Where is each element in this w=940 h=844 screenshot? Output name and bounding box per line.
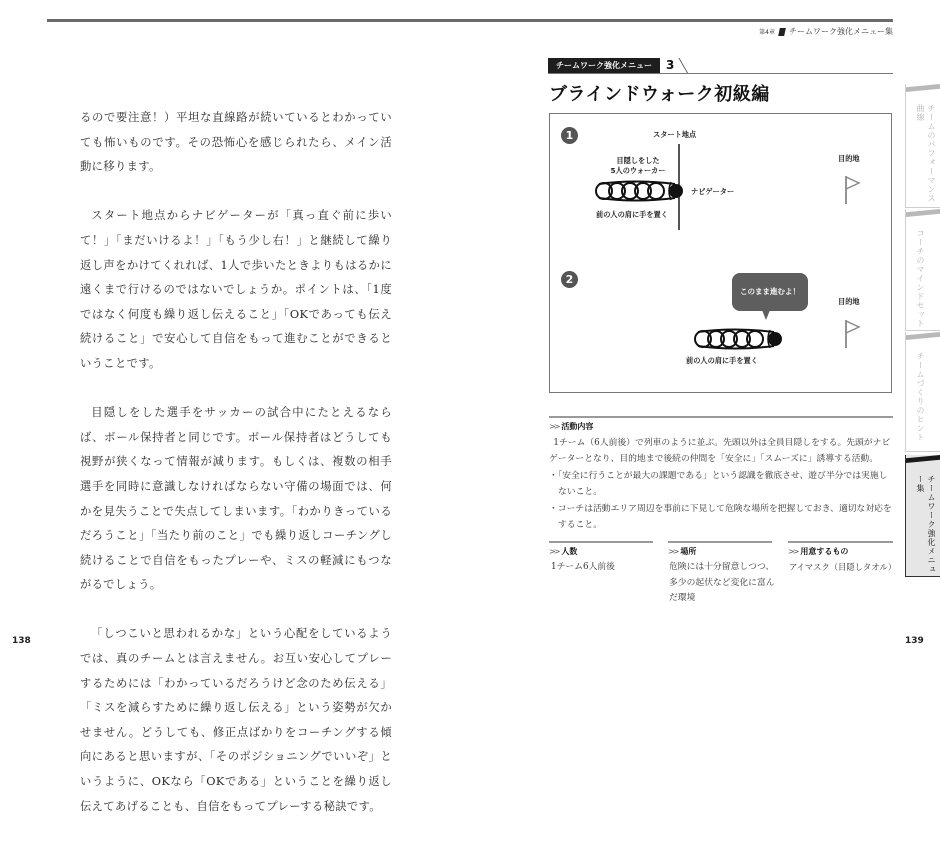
- tab-cap: [906, 332, 940, 340]
- page-number-right: 139: [905, 636, 924, 646]
- chapter-tab-4-active[interactable]: [905, 455, 940, 577]
- equipment-heading-label: 用意するもの: [800, 547, 849, 556]
- place-heading: [668, 546, 696, 557]
- step-2-badge: 2: [561, 271, 578, 288]
- section-rule: [549, 541, 653, 543]
- walkers-icon: [694, 328, 786, 350]
- top-rule-left: [47, 19, 470, 22]
- running-head: [759, 26, 893, 37]
- page-number-left: 138: [12, 636, 31, 646]
- chapter-tab-label: コーチのマインドセット: [916, 229, 925, 328]
- menu-tag: [548, 58, 686, 73]
- left-page-body: [80, 106, 392, 844]
- activity-bullet: ・「安全に行うことが最大の課題である」という認識を徹底させ、遊び半分では実施しないこと。: [549, 471, 888, 497]
- chapter-number: 第4章: [759, 29, 775, 36]
- double-chevron-icon: >>: [549, 547, 559, 556]
- navigator-label: ナビゲーター: [691, 187, 735, 196]
- chapter-mark-icon: [778, 28, 786, 36]
- speech-bubble: このまま進むよ！: [732, 273, 808, 311]
- tab-cap: [906, 84, 940, 92]
- step-1-badge: 1: [561, 127, 578, 144]
- chapter-tab-1[interactable]: [905, 84, 940, 208]
- activity-heading-label: 活動内容: [561, 422, 594, 431]
- paragraph: スタート地点からナビゲーターが「真っ直ぐ前に歩いて！」「まだいけるよ！」「もう少し右！」と継続して繰り返し声をかけてくれれば、1人で歩いたときよりもはるかに遠くまで行けるのではないでしょうか。ポイントは、「1度ではなく何度も繰り返し伝えること」「OKであっても伝え続けること」で安心して自信をもって進むことができるということです。: [80, 209, 392, 370]
- people-heading: [549, 546, 577, 557]
- double-chevron-icon: >>: [788, 547, 798, 556]
- menu-tag-number: 3: [660, 58, 686, 73]
- tab-cap: [906, 455, 940, 463]
- chapter-tab-label: チームのパフォーマンス曲線: [916, 104, 936, 203]
- place-value: 危険には十分留意しつつ、多少の起伏など変化に富んだ環境: [669, 562, 775, 603]
- chapter-tab-2[interactable]: [905, 209, 940, 331]
- hand-on-shoulder-label: 前の人の肩に手を置く: [596, 210, 668, 219]
- chapter-tab-label: チームワーク強化メニュー集: [916, 475, 936, 574]
- equipment-value: アイマスク（目隠しタオル）: [789, 562, 897, 572]
- walkers-label-line2: 5人のウォーカー: [610, 166, 666, 175]
- paragraph: 「しつこいと思われるかな」という心配をしているようでは、真のチームとは言えません。お互い安心してプレーするためには「わかっているだろうけど念のため伝える」「ミスを減らすために繰り返し伝える」という姿勢が欠かせません。どうしても、修正点ばかりをコーチングする傾向にあると思いますが、「そのポジショニングでいいぞ」というように、OKなら「OKである」ということを繰り返し伝えてあげることも、自信をもってプレーする秘訣です。: [80, 627, 392, 813]
- walkers-icon: [595, 180, 687, 202]
- start-point-label: スタート地点: [653, 130, 697, 139]
- diagram: [549, 113, 892, 393]
- tab-cap: [906, 209, 940, 217]
- double-chevron-icon: >>: [549, 422, 559, 431]
- activity-bullet: ・コーチは活動エリア周辺を事前に下見して危険な場所を把握しておき、適切な対応をすること。: [549, 504, 892, 530]
- goal-label: 目的地: [838, 297, 860, 306]
- paragraph: るので要注意！）平坦な直線路が続いているとわかっていても怖いものです。その恐怖心を感じられたら、メイン活動に移ります。: [80, 111, 392, 174]
- activity-lead: 1チーム（6人前後）で列車のように並ぶ。先頭以外は全員目隠しをする。先頭がナビゲーターとなり、目的地まで後続の仲間を「安全に」「スムーズに」誘導する活動。: [549, 438, 891, 464]
- place-heading-label: 場所: [680, 547, 697, 556]
- walkers-label-line1: 目隠しをした: [616, 156, 660, 165]
- menu-tag-label: チームワーク強化メニュー: [548, 58, 660, 73]
- walkers-label: [608, 156, 668, 176]
- double-chevron-icon: >>: [668, 547, 678, 556]
- equipment-heading: [788, 546, 848, 557]
- chapter-title: チームワーク強化メニュー集: [789, 27, 893, 36]
- activity-heading: [549, 421, 593, 432]
- hand-on-shoulder-label: 前の人の肩に手を置く: [686, 356, 758, 365]
- activity-content: [549, 436, 893, 533]
- paragraph: 目隠しをした選手をサッカーの試合中にたとえるならば、ボール保持者と同じです。ボール保持者はどうしても視野が狭くなって情報が減ります。もしくは、複数の相手選手を同時に意識しなければならない守備の場面では、何かを見失うことで失点してしまいます。「わかりきっているだろうこと」「当たり前のこと」でも繰り返しコーチングし続けることで自信をもったプレーや、ミスの軽減にもつながるでしょう。: [80, 406, 392, 592]
- section-rule: [549, 416, 893, 418]
- title-rule: [548, 73, 893, 74]
- goal-flag-icon: [843, 318, 863, 350]
- section-rule: [788, 541, 893, 543]
- people-heading-label: 人数: [561, 547, 578, 556]
- section-rule: [668, 541, 772, 543]
- chapter-tab-label: チームづくりのヒント: [916, 352, 925, 442]
- goal-flag-icon: [843, 174, 863, 206]
- page-title: ブラインドウォーク初級編: [549, 84, 770, 105]
- chapter-tab-3[interactable]: [905, 332, 940, 452]
- goal-label: 目的地: [838, 154, 860, 163]
- people-value: 1チーム6人前後: [551, 562, 615, 572]
- top-rule-right: [470, 19, 893, 22]
